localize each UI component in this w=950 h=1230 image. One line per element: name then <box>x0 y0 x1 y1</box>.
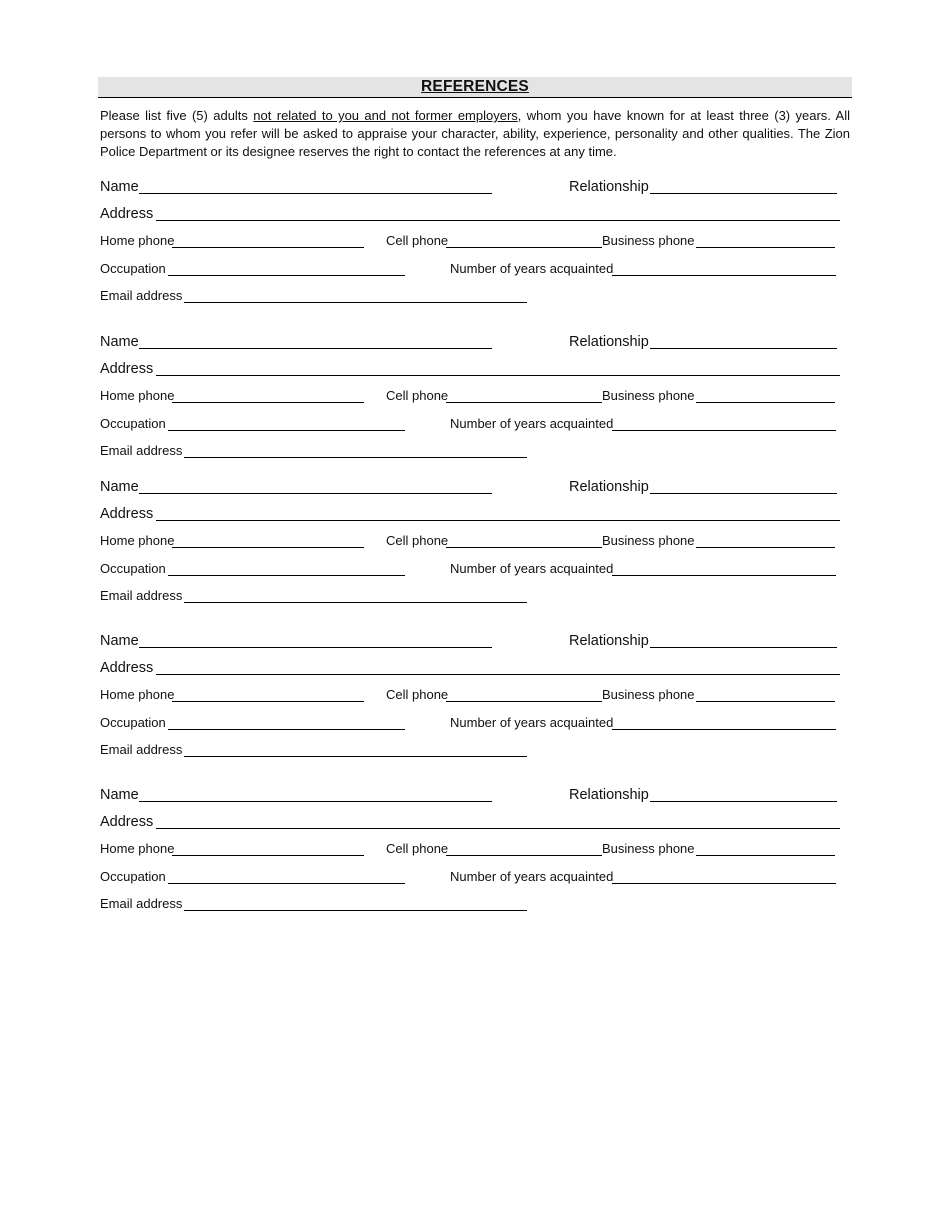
cell-phone-label: Cell phone <box>386 841 449 856</box>
business-phone-field[interactable] <box>696 402 835 403</box>
home-phone-field[interactable] <box>172 701 364 702</box>
address-label: Address <box>100 814 154 830</box>
reference-block-1 <box>0 178 950 308</box>
email-field[interactable] <box>184 602 527 603</box>
occupation-label: Occupation <box>100 261 166 276</box>
relationship-field[interactable] <box>650 348 837 349</box>
reference-block-3 <box>0 478 950 608</box>
occupation-label: Occupation <box>100 561 166 576</box>
cell-phone-field[interactable] <box>446 547 602 548</box>
page-title: REFERENCES <box>421 78 529 95</box>
home-phone-field[interactable] <box>172 547 364 548</box>
business-phone-label: Business phone <box>602 687 695 702</box>
occupation-field[interactable] <box>168 575 405 576</box>
years-acquainted-label: Number of years acquainted <box>450 416 614 431</box>
years-acquainted-field[interactable] <box>612 430 836 431</box>
name-field[interactable] <box>139 348 492 349</box>
intro-text-part1: Please list five (5) adults <box>100 108 254 123</box>
occupation-field[interactable] <box>168 275 405 276</box>
years-acquainted-label: Number of years acquainted <box>450 561 614 576</box>
name-field[interactable] <box>139 493 492 494</box>
business-phone-field[interactable] <box>696 247 835 248</box>
occupation-field[interactable] <box>168 883 405 884</box>
intro-text-underlined: not related to you and not former employers <box>253 108 518 123</box>
email-field[interactable] <box>184 756 527 757</box>
relationship-field[interactable] <box>650 193 837 194</box>
address-field[interactable] <box>156 520 840 521</box>
email-label: Email address <box>100 443 183 458</box>
instructions-paragraph <box>100 107 850 161</box>
reference-block-2 <box>0 333 950 463</box>
relationship-label: Relationship <box>569 787 649 803</box>
home-phone-label: Home phone <box>100 687 175 702</box>
relationship-field[interactable] <box>650 801 837 802</box>
business-phone-label: Business phone <box>602 533 695 548</box>
email-label: Email address <box>100 288 183 303</box>
address-label: Address <box>100 206 154 222</box>
intro-text-part2: , whom you have known for at least three (3) years. All persons to whom you refer will be asked to appraise your character, ability, experience, personality and other qualities. The Zion Police Department or its designee reserves the right to contact the references at any time. <box>100 108 850 159</box>
occupation-field[interactable] <box>168 430 405 431</box>
home-phone-field[interactable] <box>172 855 364 856</box>
home-phone-field[interactable] <box>172 402 364 403</box>
relationship-label: Relationship <box>569 479 649 495</box>
name-label: Name <box>100 179 139 195</box>
business-phone-field[interactable] <box>696 855 835 856</box>
name-field[interactable] <box>139 801 492 802</box>
business-phone-field[interactable] <box>696 547 835 548</box>
years-acquainted-field[interactable] <box>612 575 836 576</box>
email-label: Email address <box>100 742 183 757</box>
cell-phone-label: Cell phone <box>386 233 449 248</box>
address-label: Address <box>100 361 154 377</box>
reference-block-4 <box>0 632 950 762</box>
home-phone-field[interactable] <box>172 247 364 248</box>
years-acquainted-field[interactable] <box>612 729 836 730</box>
home-phone-label: Home phone <box>100 388 175 403</box>
occupation-label: Occupation <box>100 416 166 431</box>
home-phone-label: Home phone <box>100 533 175 548</box>
years-acquainted-field[interactable] <box>612 883 836 884</box>
business-phone-label: Business phone <box>602 388 695 403</box>
email-label: Email address <box>100 588 183 603</box>
relationship-field[interactable] <box>650 647 837 648</box>
address-field[interactable] <box>156 375 840 376</box>
occupation-label: Occupation <box>100 715 166 730</box>
business-phone-label: Business phone <box>602 233 695 248</box>
reference-block-5 <box>0 786 950 916</box>
email-field[interactable] <box>184 302 527 303</box>
cell-phone-field[interactable] <box>446 247 602 248</box>
address-field[interactable] <box>156 674 840 675</box>
cell-phone-label: Cell phone <box>386 533 449 548</box>
home-phone-label: Home phone <box>100 233 175 248</box>
name-field[interactable] <box>139 647 492 648</box>
relationship-field[interactable] <box>650 493 837 494</box>
email-label: Email address <box>100 896 183 911</box>
cell-phone-field[interactable] <box>446 701 602 702</box>
address-field[interactable] <box>156 220 840 221</box>
business-phone-label: Business phone <box>602 841 695 856</box>
business-phone-field[interactable] <box>696 701 835 702</box>
name-label: Name <box>100 334 139 350</box>
header-bar <box>98 77 852 98</box>
cell-phone-label: Cell phone <box>386 687 449 702</box>
email-field[interactable] <box>184 910 527 911</box>
name-field[interactable] <box>139 193 492 194</box>
years-acquainted-label: Number of years acquainted <box>450 261 614 276</box>
home-phone-label: Home phone <box>100 841 175 856</box>
name-label: Name <box>100 633 139 649</box>
address-label: Address <box>100 660 154 676</box>
years-acquainted-field[interactable] <box>612 275 836 276</box>
cell-phone-field[interactable] <box>446 855 602 856</box>
address-label: Address <box>100 506 154 522</box>
cell-phone-field[interactable] <box>446 402 602 403</box>
occupation-label: Occupation <box>100 869 166 884</box>
name-label: Name <box>100 787 139 803</box>
years-acquainted-label: Number of years acquainted <box>450 715 614 730</box>
occupation-field[interactable] <box>168 729 405 730</box>
cell-phone-label: Cell phone <box>386 388 449 403</box>
name-label: Name <box>100 479 139 495</box>
relationship-label: Relationship <box>569 633 649 649</box>
relationship-label: Relationship <box>569 179 649 195</box>
relationship-label: Relationship <box>569 334 649 350</box>
address-field[interactable] <box>156 828 840 829</box>
years-acquainted-label: Number of years acquainted <box>450 869 614 884</box>
email-field[interactable] <box>184 457 527 458</box>
